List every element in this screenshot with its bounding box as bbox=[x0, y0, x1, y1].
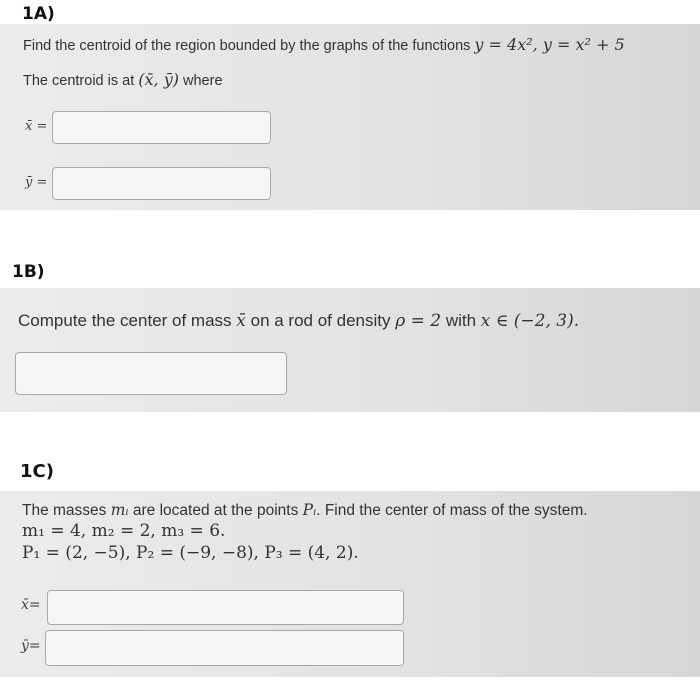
part-b-label: 1B) bbox=[12, 262, 45, 282]
part-c-y-label: ȳ= bbox=[21, 638, 41, 654]
part-c-x-input[interactable] bbox=[47, 590, 404, 625]
part-c-panel bbox=[0, 491, 700, 677]
part-a-label: 1A) bbox=[22, 4, 55, 24]
part-a-functions: y = 4x², y = x² + 5 bbox=[474, 35, 625, 54]
part-c-label: 1C) bbox=[20, 461, 54, 482]
part-a-y-label: ȳ = bbox=[25, 175, 48, 190]
part-c-points: P₁ = (2, −5), P₂ = (−9, −8), P₃ = (4, 2). bbox=[22, 543, 359, 563]
part-c-masses: m₁ = 4, m₂ = 2, m₃ = 6. bbox=[22, 521, 226, 541]
part-a-x-input[interactable] bbox=[52, 111, 271, 144]
part-c-x-label: x̄= bbox=[21, 597, 41, 613]
part-a-centroid-text: The centroid is at (x̄, ȳ) where bbox=[23, 70, 223, 89]
part-a-panel bbox=[0, 24, 700, 210]
part-b-density: ρ = 2 bbox=[395, 311, 442, 331]
part-b-var: x̄ bbox=[236, 311, 246, 331]
part-b-answer-input[interactable] bbox=[15, 352, 287, 395]
part-b-panel bbox=[0, 288, 700, 412]
centroid-point: (x̄, ȳ) bbox=[138, 70, 179, 89]
part-a-y-input[interactable] bbox=[52, 167, 271, 200]
part-b-question: Compute the center of mass x̄ on a rod of density ρ = 2 with x ∈ (−2, 3). bbox=[18, 311, 580, 331]
part-a-x-label: x̄ = bbox=[25, 119, 48, 134]
part-a-question: Find the centroid of the region bounded by the graphs of the functions y = 4x², y = x² + 5 bbox=[23, 35, 625, 54]
part-c-intro: The masses mᵢ are located at the points Pᵢ. Find the center of mass of the system. bbox=[22, 501, 588, 519]
part-b-interval: x ∈ (−2, 3). bbox=[480, 311, 580, 331]
part-c-y-input[interactable] bbox=[45, 630, 404, 666]
